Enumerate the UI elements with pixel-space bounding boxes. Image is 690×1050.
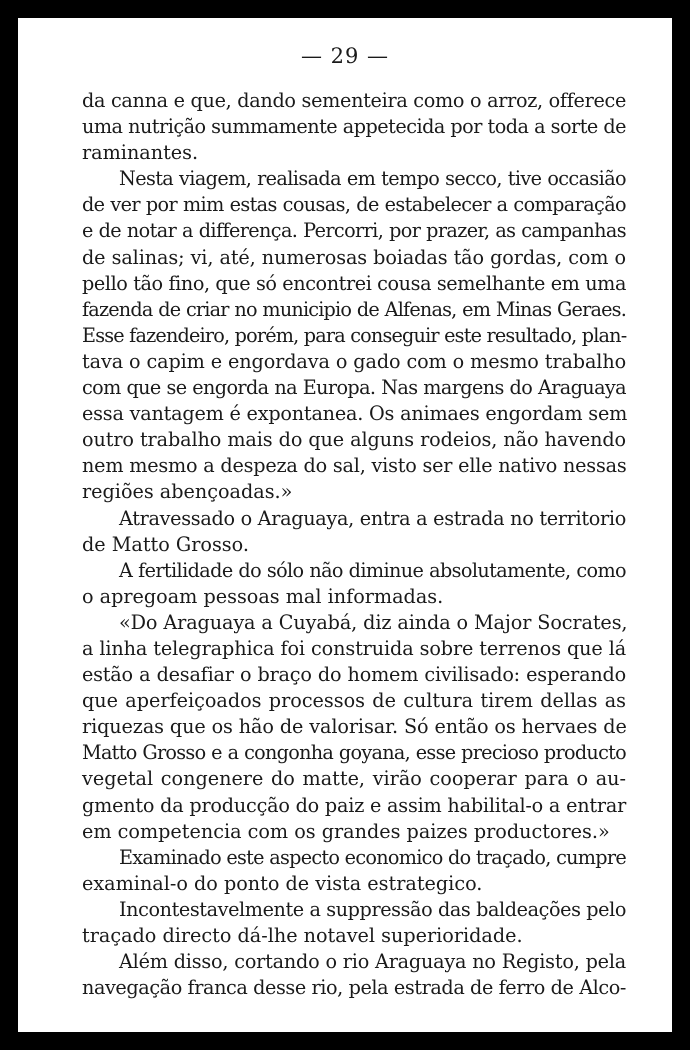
page-number: — 29 — [300, 44, 390, 68]
text-line: Nesta viagem, realisada em tempo secco, tive occasião [119, 167, 626, 191]
text-line: regiões abençoadas.» [82, 480, 293, 504]
text-line: riquezas que os hão de valorisar. Só então os hervaes de [82, 715, 627, 739]
text-line: Esse fazendeiro, porém, para conseguir este resultado, plan- [82, 323, 627, 347]
text-line: traçado directo dá-lhe notavel superioridade. [82, 924, 523, 947]
text-line: Incontestavelmente a suppressão das baldeações pelo [119, 897, 626, 921]
text-line: Matto Grosso e a congonha goyana, esse precioso producto [82, 741, 626, 765]
text-line: Examinado este aspecto economico do traçado, cumpre [119, 845, 626, 869]
text-line: pello tão fino, que só encontrei cousa semelhante em uma [82, 271, 626, 295]
text-line: navegação franca desse rio, pela estrada de ferro de Alco- [82, 976, 626, 1000]
text-line: fazenda de criar no municipio de Alfenas, em Minas Geraes. [82, 297, 626, 321]
text-line: gmento da producção do paiz e assim habilital-o a entrar [82, 793, 627, 817]
text-line: estão a desafiar o braço do homem civilisado: esperando [82, 663, 626, 687]
text-line: que aperfeiçoados processos de cultura tirem dellas as [82, 689, 626, 713]
text-line: raminantes. [82, 141, 199, 165]
text-line: outro trabalho mais do que alguns rodeios, não havendo [82, 428, 626, 452]
text-line: Além disso, cortando o rio Araguaya no Registo, pela [119, 950, 626, 974]
text-line: essa vantagem é expontanea. Os animaes engordam sem [82, 402, 628, 426]
text-line: Atravessado o Araguaya, entra a estrada no territorio [119, 506, 626, 530]
body-text [82, 88, 626, 1001]
text-line: de salinas; vi, até, numerosas boiadas tão gordas, com o [82, 245, 626, 269]
text-line: de Matto Grosso. [82, 532, 249, 556]
text-line: com que se engorda na Europa. Nas margens do Araguaya [82, 376, 626, 400]
text-line: da canna e que, dando sementeira como o arroz, offerece [82, 89, 626, 112]
text-line: e de notar a differença. Percorri, por prazer, as campanhas [82, 219, 626, 243]
book-page [18, 18, 672, 1032]
text-line: tava o capim e engordava o gado com o mesmo trabalho [82, 349, 627, 373]
text-line: o apregoam pessoas mal informadas. [82, 584, 444, 608]
text-line: a linha telegraphica foi construida sobre terrenos que lá [82, 636, 627, 660]
text-line: de ver por mim estas cousas, de estabelecer a comparação [82, 193, 626, 217]
text-line: examinal-o do ponto de vista estrategico. [82, 871, 483, 895]
text-line: vegetal congenere do matte, virão cooperar para o au- [82, 767, 626, 791]
text-line: uma nutrição summamente appetecida por toda a sorte de [82, 115, 626, 139]
text-line: «Do Araguaya a Cuyabá, diz ainda o Major Socrates, [119, 610, 628, 634]
text-line: A fertilidade do sólo não diminue absolutamente, como [119, 558, 626, 582]
text-line: nem mesmo a despeza do sal, visto ser elle nativo nessas [82, 454, 627, 478]
text-line: em competencia com os grandes paizes productores.» [82, 819, 610, 843]
